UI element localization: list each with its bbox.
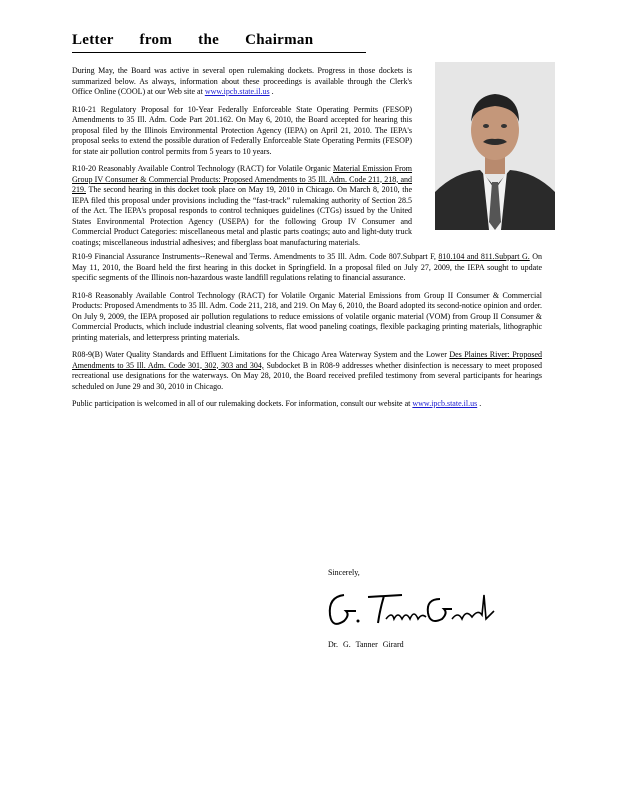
letter-body-column — [72, 66, 412, 255]
docket-r10-8: R10-8 Reasonably Available Control Technology (RACT) for Volatile Organic Material Emissions from Group II Consumer & Commercial Products: Proposed Amendments to 35 Ill. Adm. Code 211, 218, and 219. On May 6, 2010, the Board adopted its second-notice opinion and order. On July 9, 2009, the IEPA proposed air pollution regulations to reduce emissions of volatile organic material (VOM) from Group II Consumer & Commercial Products, which include industrial cleaning solvents, flat wood paneling coatings, flexible packaging printing materials, lithographic printing materials, and letterpress printing materials. — [72, 290, 542, 342]
docket-r08-9b — [72, 350, 542, 392]
docket-r08-9b-title: Des Plaines River: Proposed Amendments to 35 Ill. Adm. Code 301, 302, 303 and 304, — [72, 350, 542, 370]
signature-image — [322, 585, 497, 640]
docket-r10-20-text: The second hearing in this docket took place on May 19, 2010 in Chicago. On March 8, 2010, the IEPA filed this proposal under provisions including the “fast-track” rulemaking authority of Section 28.5 of the Act. The IEPA's proposal responds to control techniques guidelines (CTGs) issued by the United States Environmental Protection Agency (USEPA) for the following Group IV Consumer and Commercial Product Categories: miscellaneous metal and plastic parts coatings; auto and light-duty truck coatings; miscellaneous industrial adhesives; and fiberglass boat manufacturing materials. — [72, 185, 412, 247]
website-link[interactable]: www.ipcb.state.il.us — [204, 87, 270, 96]
docket-r08-9b-head: R08-9(B) Water Quality Standards and Effluent Limitations for the Chicago Area Waterway System and the Lower — [72, 350, 447, 359]
intro-text: During May, the Board was active in several open rulemaking dockets. Progress in those dockets is summarized below. As always, information about these proceedings is available through the Clerk's Office Online (COOL) at our Web site at — [72, 66, 412, 96]
docket-r10-21: R10-21 Regulatory Proposal for 10-Year Federally Enforceable State Operating Permits (FESOP) Amendments to 35 Ill. Adm. Code Part 201.162. On May 6, 2010, the Board accepted for hearing this proposal filed by the Illinois Environmental Protection Agency (IEPA) on April 21, 2010. The IEPA's proposal seeks to extend the possible duration of Federally Enforceable State Operating Permits (FESOP) for state air pollution control permits from 5 years to 10 years. — [72, 104, 412, 156]
docket-r10-9-text: On May 11, 2010, the Board held the first hearing in this docket in Springfield. In a proposal filed on July 27, 2009, the IEPA sought to update specific segments of the Illinois non-hazardous waste landfill regulations relating to financial assurance. — [72, 252, 543, 282]
docket-r10-9-head: R10-9 Financial Assurance Instruments--Renewal and Terms. Amendments to 35 Ill. Adm. Code 807.Subpart F, — [72, 252, 436, 261]
letter-title: Letter from the Chairman — [72, 32, 366, 53]
closing-text: Public participation is welcomed in all of our rulemaking dockets. For information, consult our website at — [72, 399, 411, 408]
intro-paragraph: During May, the Board was active in several open rulemaking dockets. Progress in those dockets is summarized below. As always, information about these proceedings is available through the Clerk's Office Online (COOL) at our Web site at www.ipcb.state.il.us . — [72, 66, 412, 96]
docket-r08-9b-text: Subdocket B in R08-9 addresses whether disinfection is necessary to meet proposed recreational use designations for the waterways. On May 28, 2010, the Board received prefiled testimony from several participants for hearings scheduled on June 29 and 30, 2010 in Chicago. — [72, 360, 542, 391]
closing-paragraph: Public participation is welcomed in all of our rulemaking dockets. For information, consult our website at www.ipcb.state.il.us . — [72, 399, 482, 408]
docket-r10-20 — [72, 164, 412, 248]
sincerely: Sincerely, — [328, 568, 360, 577]
docket-r10-9 — [72, 252, 542, 284]
chairman-photo — [435, 62, 555, 230]
docket-r10-20-head: R10-20 Reasonably Available Control Technology (RACT) for Volatile Organic — [72, 164, 331, 173]
closing-website-link[interactable]: www.ipcb.state.il.us — [412, 399, 478, 408]
docket-r10-9-title: 810.104 and 811.Subpart G. — [438, 252, 530, 261]
letter-body-wide — [72, 252, 542, 417]
docket-r10-20-title: Material Emission From Group IV Consumer & Commercial Products: Proposed Amendments to 35 Ill. Adm. Code 211, 218, and 219. — [72, 164, 413, 194]
signer-name: Dr. G. Tanner Girard — [328, 640, 404, 649]
